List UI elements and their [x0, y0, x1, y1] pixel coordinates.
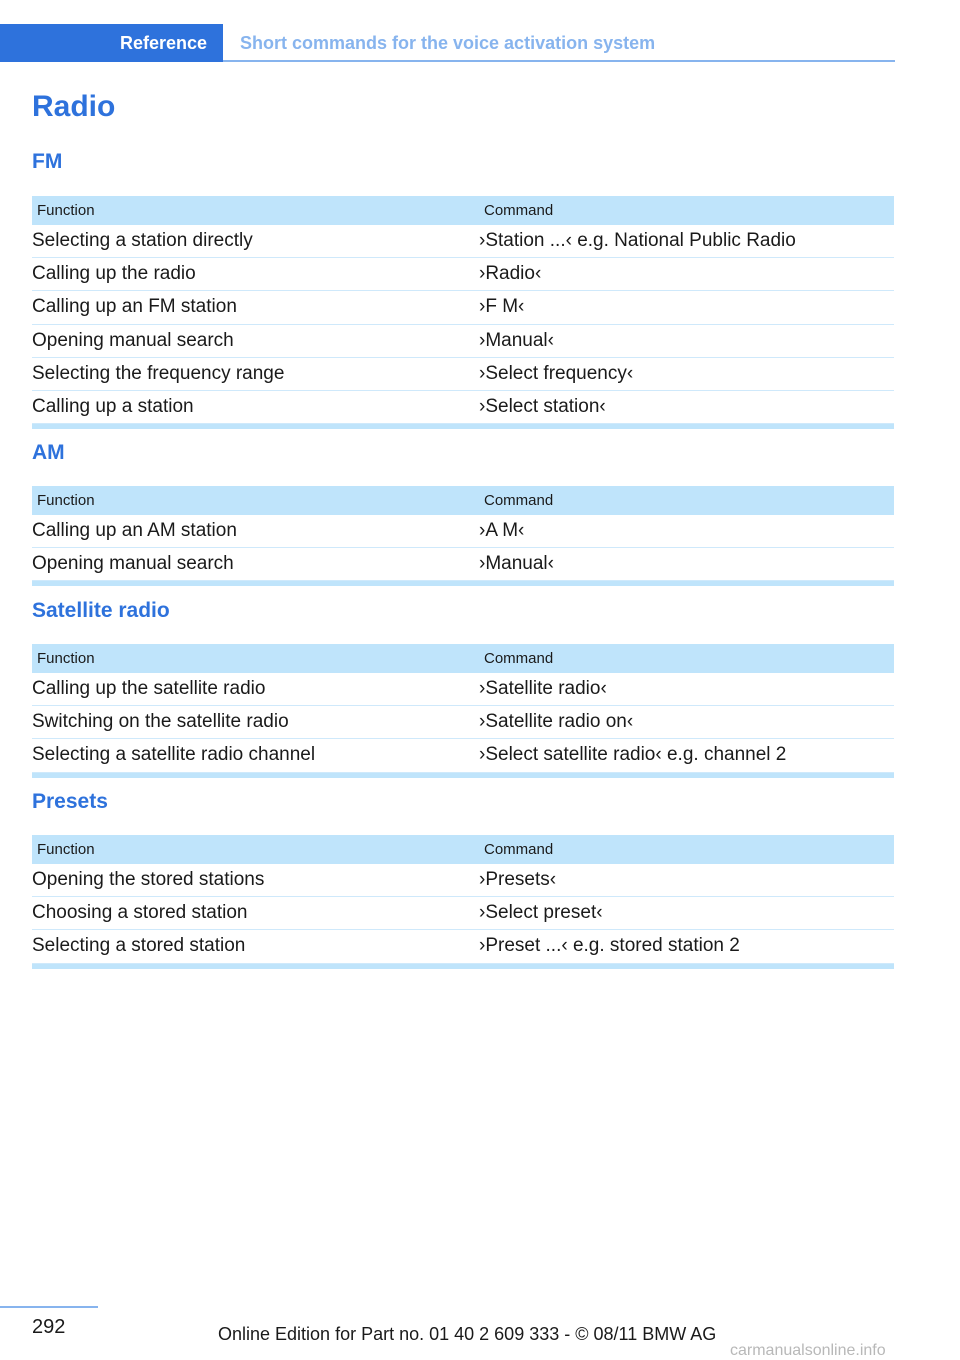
- table-header: [32, 486, 894, 515]
- command-cell: ›Select satellite radio‹ e.g. channel 2: [479, 744, 787, 766]
- function-cell: Opening manual search: [32, 329, 234, 351]
- table-row: [32, 358, 894, 391]
- command-cell: ›Select station‹: [479, 396, 606, 418]
- column-header-command: Command: [484, 650, 554, 667]
- table-header: [32, 644, 894, 673]
- function-cell: Calling up an AM station: [32, 520, 237, 542]
- function-cell: Selecting a station directly: [32, 230, 253, 252]
- command-cell: ›Preset ...‹ e.g. stored station 2: [479, 935, 740, 957]
- section-heading-am: AM: [32, 441, 65, 464]
- column-header-command: Command: [484, 841, 554, 858]
- column-header-function: Function: [37, 841, 95, 858]
- column-header-command: Command: [484, 492, 554, 509]
- table-row: [32, 864, 894, 897]
- footer-rule: [0, 1306, 98, 1308]
- function-cell: Calling up an FM station: [32, 296, 237, 318]
- function-cell: Calling up the satellite radio: [32, 678, 266, 700]
- column-header-function: Function: [37, 650, 95, 667]
- table-row: [32, 706, 894, 739]
- function-cell: Calling up a station: [32, 396, 194, 418]
- section-heading-presets: Presets: [32, 790, 108, 813]
- table-row: [32, 548, 894, 581]
- section-tab: Reference: [0, 24, 223, 62]
- table-row: [32, 391, 894, 424]
- header-title: Short commands for the voice activation system: [240, 32, 656, 53]
- table-footer-rule: [32, 964, 894, 969]
- table-row: [32, 930, 894, 963]
- table-header: [32, 835, 894, 864]
- command-cell: ›F M‹: [479, 296, 525, 318]
- function-cell: Switching on the satellite radio: [32, 711, 289, 733]
- edition-note: Online Edition for Part no. 01 40 2 609 333 - © 08/11 BMW AG: [218, 1324, 717, 1344]
- section-heading-satellite-radio: Satellite radio: [32, 599, 170, 622]
- table-row: [32, 225, 894, 258]
- section-heading-fm: FM: [32, 150, 63, 173]
- function-cell: Opening manual search: [32, 553, 234, 575]
- command-cell: ›Satellite radio‹: [479, 678, 607, 700]
- command-cell: ›Select preset‹: [479, 902, 603, 924]
- table-footer-rule: [32, 424, 894, 429]
- function-cell: Opening the stored stations: [32, 869, 265, 891]
- table-footer-rule: [32, 773, 894, 778]
- table-row: [32, 325, 894, 358]
- column-header-function: Function: [37, 202, 95, 219]
- header-rule: [223, 60, 895, 62]
- command-cell: ›Manual‹: [479, 329, 554, 351]
- table-am: [32, 486, 894, 586]
- watermark: carmanualsonline.info: [730, 1342, 886, 1359]
- function-cell: Choosing a stored station: [32, 902, 248, 924]
- function-cell: Calling up the radio: [32, 263, 196, 285]
- command-cell: ›Presets‹: [479, 869, 557, 891]
- table-row: [32, 515, 894, 548]
- table-footer-rule: [32, 581, 894, 586]
- command-cell: ›A M‹: [479, 520, 525, 542]
- command-cell: ›Radio‹: [479, 263, 542, 285]
- table-satellite-radio: [32, 644, 894, 778]
- table-presets: [32, 835, 894, 969]
- function-cell: Selecting a stored station: [32, 935, 246, 957]
- table-fm: [32, 196, 894, 429]
- command-cell: ›Satellite radio on‹: [479, 711, 634, 733]
- page-title: Radio: [32, 90, 116, 123]
- table-row: [32, 897, 894, 930]
- column-header-command: Command: [484, 202, 554, 219]
- column-header-function: Function: [37, 492, 95, 509]
- table-row: [32, 673, 894, 706]
- function-cell: Selecting a satellite radio channel: [32, 744, 316, 766]
- page-number: 292: [32, 1316, 66, 1338]
- table-header: [32, 196, 894, 225]
- table-row: [32, 291, 894, 324]
- function-cell: Selecting the frequency range: [32, 362, 285, 384]
- command-cell: ›Select frequency‹: [479, 362, 634, 384]
- command-cell: ›Station ...‹ e.g. National Public Radio: [479, 230, 796, 252]
- command-cell: ›Manual‹: [479, 553, 554, 575]
- table-row: [32, 258, 894, 291]
- table-row: [32, 739, 894, 772]
